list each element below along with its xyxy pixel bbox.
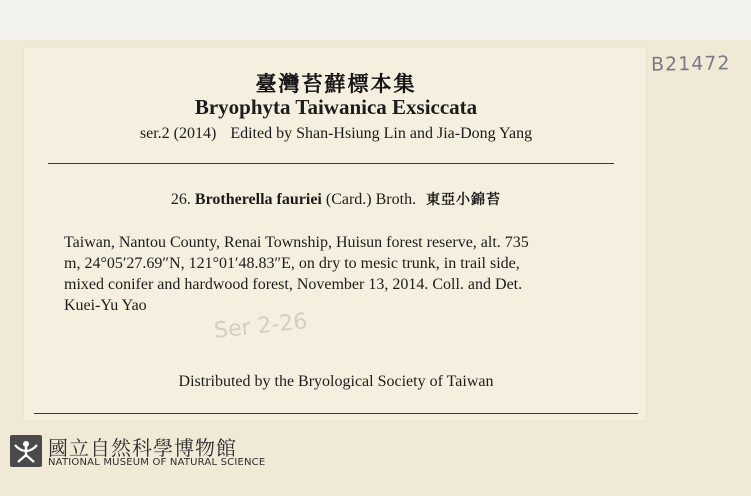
title-chinese: 臺灣苔蘚標本集	[255, 72, 417, 96]
specimen-number: 26.	[170, 191, 191, 208]
locality-line: Taiwan, Nantou County, Renai Township, Huisun forest reserve, alt. 735	[64, 234, 529, 251]
species-name-chinese: 東亞小錦苔	[426, 192, 502, 208]
accession-number: B21472	[650, 52, 731, 76]
museum-name-chinese: 國立自然科學博物館	[48, 436, 237, 460]
title-english: Bryophyta Taiwanica Exsiccata	[194, 95, 478, 119]
distributed-by: Distributed by the Bryological Society of Taiwan	[178, 373, 494, 390]
series-line	[0, 125, 672, 143]
museum-logo-icon	[10, 435, 42, 467]
locality-line: m, 24°05′27.69″N, 121°01′48.83″E, on dry to mesic trunk, in trail side,	[64, 255, 520, 272]
locality-line: mixed conifer and hardwood forest, November 13, 2014. Coll. and Det.	[64, 276, 523, 293]
museum-name-english: NATIONAL MUSEUM OF NATURAL SCIENCE	[48, 457, 266, 468]
species-authority: (Card.) Broth.	[325, 191, 417, 208]
locality-text	[64, 232, 612, 316]
locality-line: Kuei-Yu Yao	[64, 297, 147, 314]
series: ser.2 (2014)	[139, 125, 217, 142]
divider-top	[48, 163, 614, 164]
editors: Edited by Shan-Hsiung Lin and Jia-Dong Yang	[230, 125, 533, 142]
pencil-note: Ser 2-26	[212, 309, 309, 344]
species-name: Brotherella fauriei	[194, 191, 322, 208]
taxon-line	[0, 189, 672, 209]
top-strip	[0, 0, 751, 41]
divider-bottom	[34, 413, 638, 414]
